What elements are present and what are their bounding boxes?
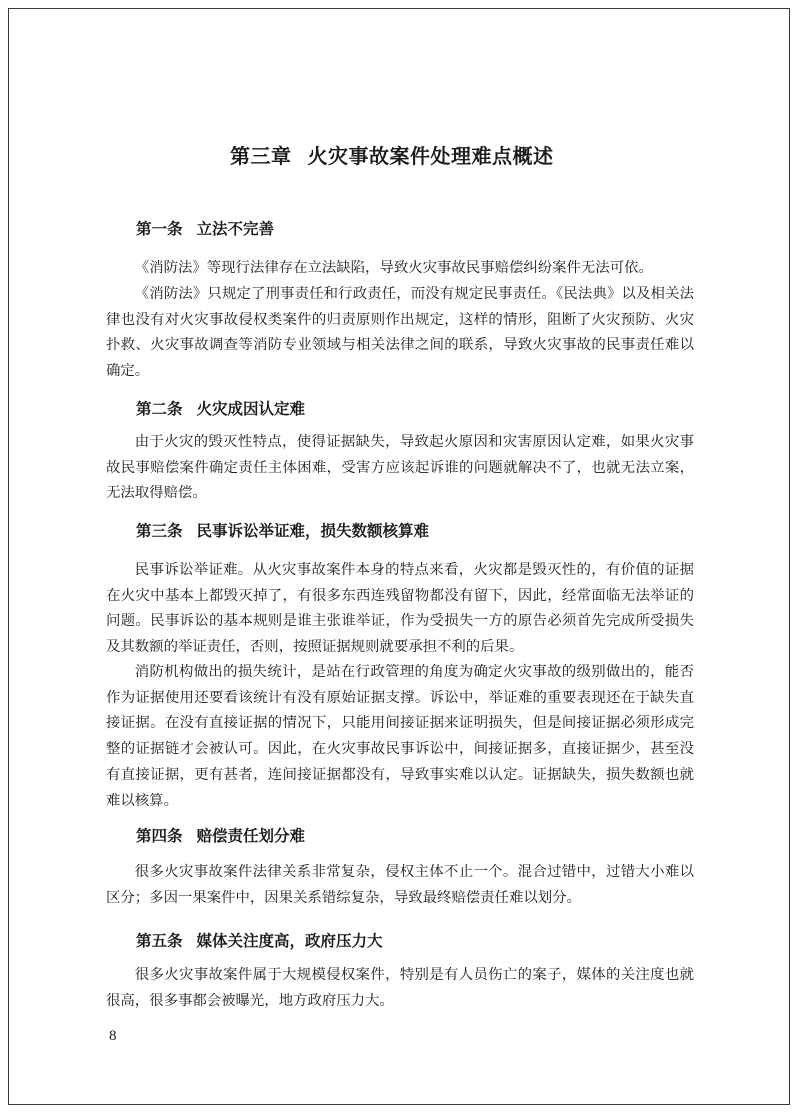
article-heading: 赔偿责任划分难 (196, 827, 306, 845)
section-heading-2 (136, 398, 305, 420)
paragraph: 《消防法》等现行法律存在立法缺陷，导致火灾事故民事赔偿纠纷案件无法可依。 (134, 260, 653, 276)
article-number: 第四条 (136, 827, 183, 845)
paragraph: 《消防法》只规定了刑事责任和行政责任，而没有规定民事责任。《民法典》以及相关法律也没有对火灾事故侵权类案件的归责原则作出规定，这样的情形，阻断了火灾预防、火灾扑救、火灾事故调查等消防专业领域与相关法律之间的联系，导致火灾事故的民事责任难以确定。 (106, 286, 694, 380)
paragraph: 民事诉讼举证难。从火灾事故案件本身的特点来看，火灾都是毁灭性的，有价值的证据在火灾中基本上都毁灭掉了，有很多东西连残留物都没有留下，因此，经常面临无法举证的问题。民事诉讼的基本规则是谁主张谁举证，作为受损失一方的原告必须首先完成所受损失及其数额的举证责任，否则，按照证据规则就要承担不利的后果。 (106, 562, 694, 656)
paragraph: 由于火灾的毁灭性特点，使得证据缺失，导致起火原因和灾害原因认定难，如果火灾事故民事赔偿案件确定责任主体困难，受害方应该起诉谁的问题就解决不了，也就无法立案，无法取得赔偿。 (106, 434, 694, 502)
article-heading: 媒体关注度高，政府压力大 (196, 932, 383, 950)
paragraph: 消防机构做出的损失统计，是站在行政管理的角度为确定火灾事故的级别做出的，能否作为证据使用还要看该统计有没有原始证据支撑。诉讼中，举证难的重要表现还在于缺失直接证据。在没有直接证据的情况下，只能用间接证据来证明损失，但是间接证据必须形成完整的证据链才会被认可。因此，在火灾事故民事诉讼中，间接证据多，直接证据少，甚至没有直接证据，更有甚者，连间接证据都没有，导致事实难以认定。证据缺失，损失数额也就难以核算。 (106, 664, 694, 809)
section-heading-5 (136, 930, 383, 952)
article-number: 第一条 (136, 220, 183, 238)
paragraph: 很多火灾事故案件法律关系非常复杂，侵权主体不止一个。混合过错中，过错大小难以区分；多因一果案件中，因果关系错综复杂，导致最终赔偿责任难以划分。 (106, 864, 694, 906)
article-number: 第五条 (136, 932, 183, 950)
chapter-number: 第三章 (230, 144, 292, 168)
page-number: 8 (109, 1028, 117, 1044)
section-heading-4 (136, 825, 305, 847)
article-heading: 民事诉讼举证难，损失数额核算难 (196, 522, 430, 540)
paragraph: 很多火灾事故案件属于大规模侵权案件，特别是有人员伤亡的案子，媒体的关注度也就很高，很多事都会被曝光，地方政府压力大。 (106, 967, 694, 1009)
article-number: 第三条 (136, 522, 183, 540)
article-heading: 火灾成因认定难 (196, 400, 306, 418)
article-number: 第二条 (136, 400, 183, 418)
chapter-title-text: 火灾事故案件处理难点概述 (307, 144, 554, 168)
chapter-title (230, 142, 570, 170)
page-border (8, 8, 790, 1105)
section-heading-1 (136, 218, 274, 240)
section-heading-3 (136, 520, 429, 542)
article-heading: 立法不完善 (196, 220, 275, 238)
